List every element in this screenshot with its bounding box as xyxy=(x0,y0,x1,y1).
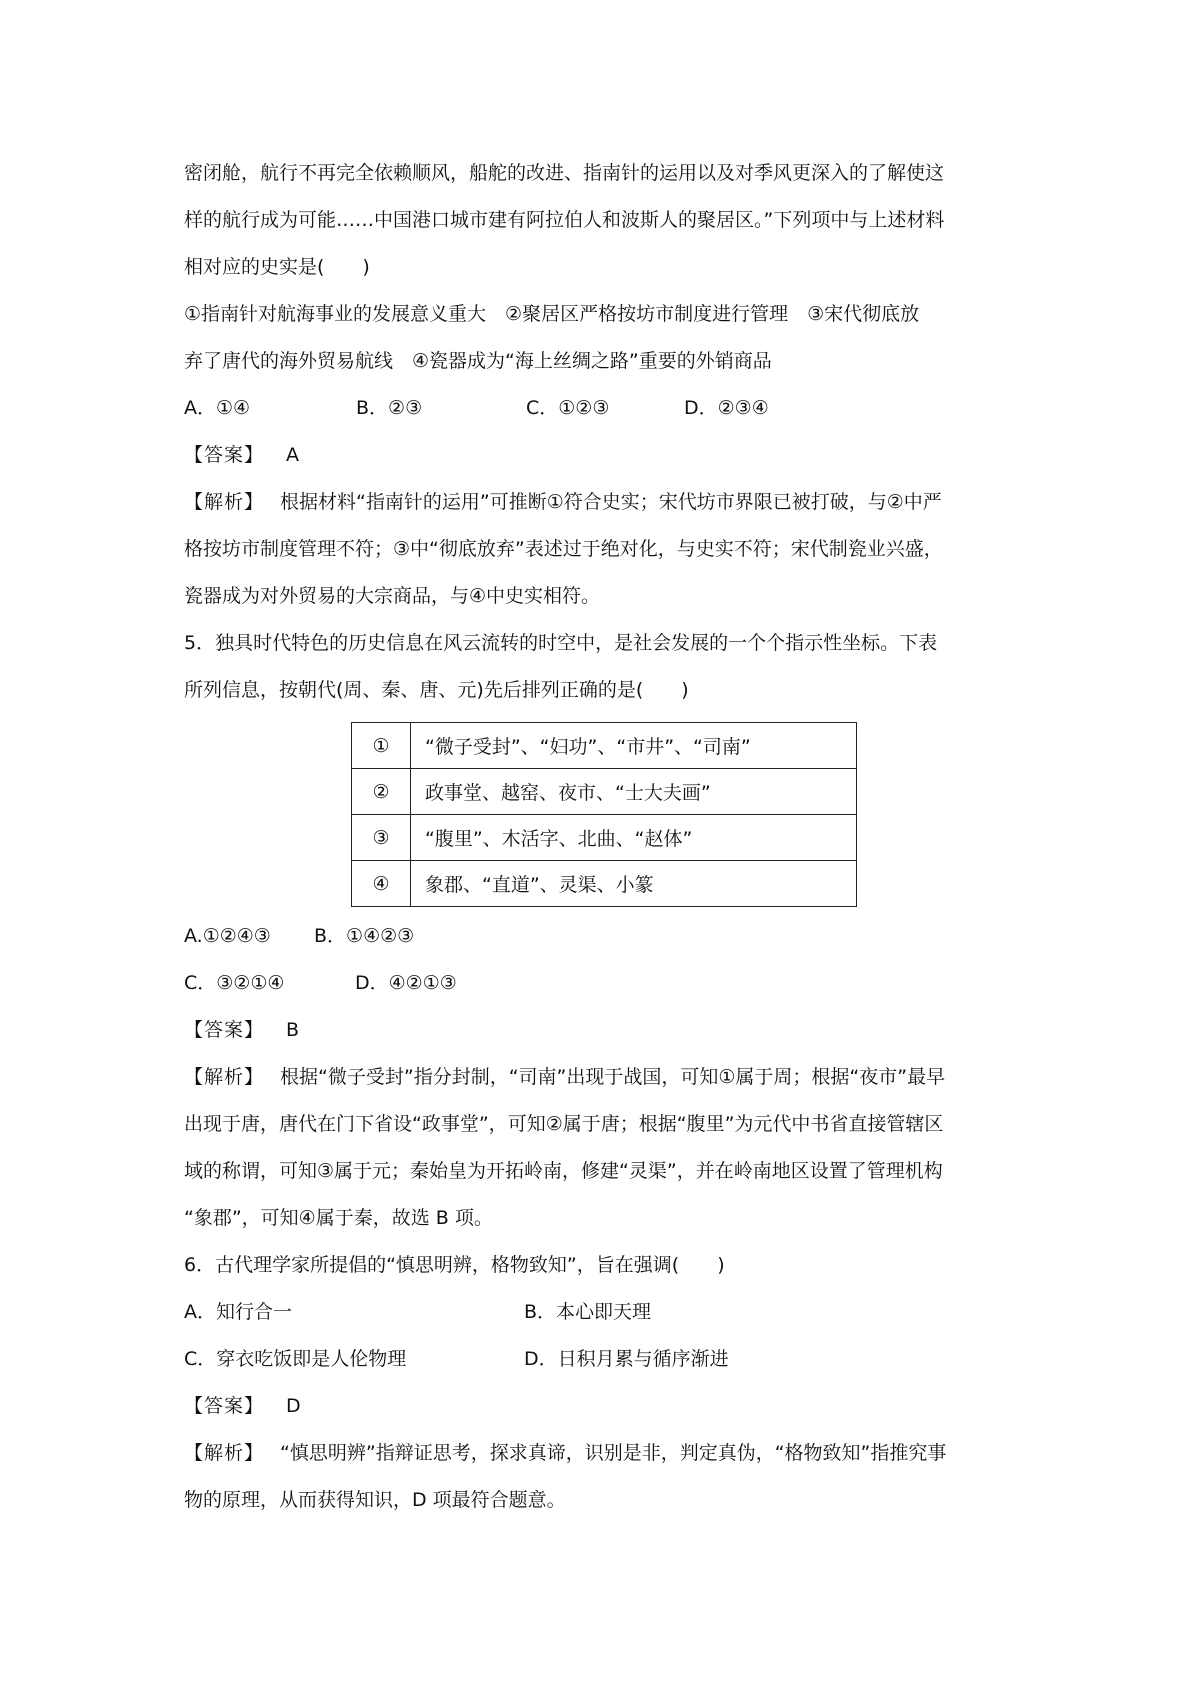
q4-option-b: B．②③ xyxy=(356,397,423,419)
q5-options-row1 xyxy=(184,913,1034,960)
q5-option-b: B．①④②③ xyxy=(314,925,415,947)
table-cell-text: “微子受封”、“妇功”、“市井”、“司南” xyxy=(411,723,857,769)
q4-option-d: D．②③④ xyxy=(684,397,769,419)
explanation-text: “慎思明辨”指辩证思考，探求真谛，识别是非，判定真伪，“格物致知”指推究事 xyxy=(280,1442,947,1464)
explanation-text: 根据“微子受封”指分封制，“司南”出现于战国，可知①属于周；根据“夜市”最早 xyxy=(280,1066,946,1088)
table-row xyxy=(352,769,857,815)
q6-explanation-line: 物的原理，从而获得知识，D 项最符合题意。 xyxy=(184,1489,566,1511)
q5-explanation-line: 域的称谓，可知③属于元；秦始皇为开拓岭南，修建“灵渠”，并在岭南地区设置了管理机构 xyxy=(184,1160,943,1182)
q6-answer xyxy=(184,1383,1034,1430)
answer-tag: 【答案】 xyxy=(184,1019,265,1041)
table-cell-text: 政事堂、越窑、夜市、“士大夫画” xyxy=(411,769,857,815)
answer-tag: 【答案】 xyxy=(184,444,265,466)
q5-options-row2 xyxy=(184,960,1034,1007)
table-cell-text: 象郡、“直道”、灵渠、小篆 xyxy=(411,861,857,907)
table-cell-number: ④ xyxy=(352,861,411,907)
table-row xyxy=(352,861,857,907)
explanation-text: 根据材料“指南针的运用”可推断①符合史实；宋代坊市界限已被打破，与②中严 xyxy=(280,491,942,513)
q6-stem: 6．古代理学家所提倡的“慎思明辨，格物致知”，旨在强调( ) xyxy=(184,1254,725,1276)
table-cell-number: ③ xyxy=(352,815,411,861)
q6-option-b: B．本心即天理 xyxy=(524,1301,652,1323)
explanation-tag: 【解析】 xyxy=(184,1066,265,1088)
q4-stem-line: ①指南针对航海事业的发展意义重大 ②聚居区严格按坊市制度进行管理 ③宋代彻底放 xyxy=(184,303,920,325)
table-row xyxy=(352,815,857,861)
q5-explanation-line: “象郡”，可知④属于秦，故选 B 项。 xyxy=(184,1207,493,1229)
answer-value: D xyxy=(286,1395,301,1417)
q6-explanation-line xyxy=(184,1430,1034,1477)
answer-value: A xyxy=(286,444,300,466)
q4-option-c: C．①②③ xyxy=(526,397,610,419)
q5-stem-line: 5．独具时代特色的历史信息在风云流转的时空中，是社会发展的一个个指示性坐标。下表 xyxy=(184,632,938,654)
answer-value: B xyxy=(286,1019,300,1041)
table-row xyxy=(352,723,857,769)
q4-explanation-line: 格按坊市制度管理不符；③中“彻底放弃”表述过于绝对化，与史实不符；宋代制瓷业兴盛， xyxy=(184,538,943,560)
q4-stem-line: 密闭舱，航行不再完全依赖顺风，船舵的改进、指南针的运用以及对季风更深入的了解使这 xyxy=(184,162,945,184)
q6-option-a: A．知行合一 xyxy=(184,1301,292,1323)
q5-answer xyxy=(184,1007,1034,1054)
q5-explanation-line xyxy=(184,1054,1034,1101)
q6-options-row2 xyxy=(184,1336,1034,1383)
q4-stem-line: 弃了唐代的海外贸易航线 ④瓷器成为“海上丝绸之路”重要的外销商品 xyxy=(184,350,772,372)
q5-option-c: C．③②①④ xyxy=(184,972,285,994)
answer-tag: 【答案】 xyxy=(184,1395,265,1417)
q5-info-table xyxy=(351,722,857,907)
table-cell-text: “腹里”、木活字、北曲、“赵体” xyxy=(411,815,857,861)
q5-explanation-line: 出现于唐，唐代在门下省设“政事堂”，可知②属于唐；根据“腹里”为元代中书省直接管辖区 xyxy=(184,1113,944,1135)
explanation-tag: 【解析】 xyxy=(184,1442,265,1464)
q5-option-d: D．④②①③ xyxy=(355,972,457,994)
q6-option-d: D．日积月累与循序渐进 xyxy=(524,1348,729,1370)
q4-option-a: A．①④ xyxy=(184,397,251,419)
q6-options-row1 xyxy=(184,1289,1034,1336)
page-content xyxy=(184,150,1034,1524)
explanation-tag: 【解析】 xyxy=(184,491,265,513)
q4-explanation-line xyxy=(184,479,1034,526)
table-cell-number: ② xyxy=(352,769,411,815)
q4-stem-line: 样的航行成为可能……中国港口城市建有阿拉伯人和波斯人的聚居区。”下列项中与上述材料 xyxy=(184,209,945,231)
q4-answer xyxy=(184,432,1034,479)
q4-options xyxy=(184,385,1034,432)
table-cell-number: ① xyxy=(352,723,411,769)
q5-option-a: A.①②④③ xyxy=(184,925,271,947)
q6-option-c: C．穿衣吃饭即是人伦物理 xyxy=(184,1348,407,1370)
q5-stem-line: 所列信息，按朝代(周、秦、唐、元)先后排列正确的是( ) xyxy=(184,679,689,701)
q4-explanation-line: 瓷器成为对外贸易的大宗商品，与④中史实相符。 xyxy=(184,585,601,607)
q4-stem-line: 相对应的史实是( ) xyxy=(184,256,370,278)
